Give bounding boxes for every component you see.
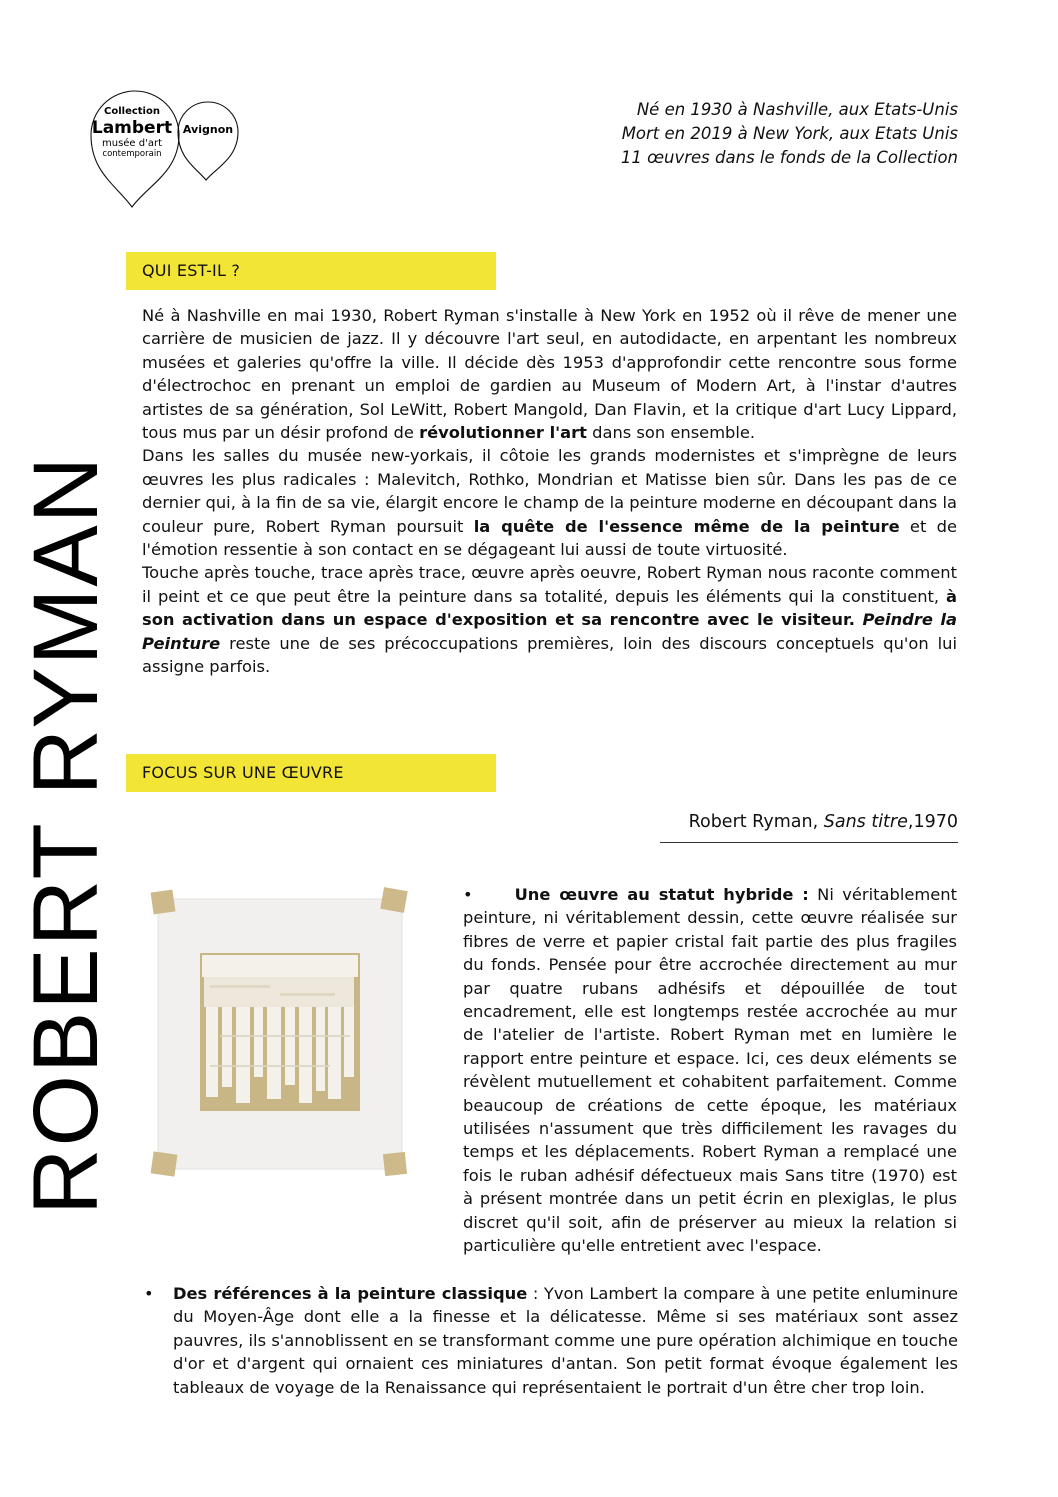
section-title-who: QUI EST-IL ? — [142, 261, 241, 280]
artwork-caption: Robert Ryman, Sans titre,1970 — [688, 812, 958, 832]
logo-text-contemporain: contemporain — [102, 149, 162, 159]
bio-paragraph-3: Touche après touche, trace après trace, œuvre après oeuvre, Robert Ryman nous raconte comment il peint et ce que peut être la peinture dans sa totalité, depuis les éléments qui la constituent, à son activation dans un espace d'exposition et sa rencontre avec le visiteur. Peindre la Peinture reste une de ses précoccupations premières, loin des discours conceptuels qu'on lui assigne parfois. — [142, 563, 957, 677]
works-count: 11 œuvres dans le fonds de la Collection — [620, 148, 958, 167]
bullet1-heading: Une œuvre au statut hybride : — [514, 885, 809, 904]
bullet2-text: : Yvon Lambert la compare à une petite enluminure du Moyen-Âge dont elle a la finesse et la délicatesse. Même si ses matériaux sont assez pauvres, ils s'annoblissent en se transformant comme une pure opération alchimique en touche d'or et d'argent qui ornaient ces miniatures d'antan. Son petit format évoque également les tableaux de voyage de la Renaissance qui représentaient le portrait d'un être cher trop loin. — [173, 1284, 958, 1397]
section-header-focus — [126, 754, 496, 792]
section-title-focus: FOCUS SUR UNE ŒUVRE — [142, 763, 344, 782]
artist-info — [621, 98, 958, 170]
birth-info: Né en 1930 à Nashville, aux Etats-Unis — [636, 100, 958, 119]
logo-text-musee: musée d'art — [101, 138, 163, 149]
bullet1-text: Ni véritablement peinture, ni véritablement dessin, cette œuvre réalisée sur fibres de verre et papier cristal fait partie des plus fragiles du fonds. Pensée pour être accrochée directement au mur par quatre rubans adhésifs et dépouillée de tout encadrement, elle est longtemps restée accrochée au mur de l'atelier de l'artiste. Robert Ryman met en lumière le rapport entre peinture et espace. Ici, ces deux eléments se révèlent mutuellement et cohabitent parfaitement. Comme beaucoup de créations de cette époque, les matériaux utilisées n'assument que très difficilement les ravages du temps et les déplacements. Robert Ryman a remplacé une fois le ruban adhésif défectueux mais Sans titre (1970) est à présent montrée dans un petit écrin en plexiglas, le plus discret qu'il soit, afin de préserver au mieux la relation si particulière qu'elle entretient avec l'espace. — [463, 885, 957, 1256]
biography — [142, 304, 957, 679]
section-header-who — [126, 252, 496, 290]
bio-paragraph-1: Né à Nashville en mai 1930, Robert Ryman s'installe à New York en 1952 où il rêve de mener une carrière de musicien de jazz. Il y découvre l'art seul, en autodidacte, en arpentant les nombreux musées et galeries qu'offre la ville. Il décide dès 1953 d'approfondir cette rencontre sous forme d'électrochoc en prenant un emploi de gardien au Museum of Modern Art, à l'instar d'autres artistes de sa génération, Sol LeWitt, Robert Mangold, Dan Flavin, et la critique d'art Lucy Lippard, tous mus par un désir profond de révolutionner l'art dans son ensemble. — [142, 306, 957, 443]
bullet-marker: • — [144, 1284, 154, 1303]
logo-text-collection: Collection — [104, 106, 160, 117]
caption-divider — [660, 842, 958, 843]
logo-text-avignon: Avignon — [182, 123, 234, 136]
bio-paragraph-2: Dans les salles du musée new-yorkais, il côtoie les grands modernistes et s'imprègne de leurs œuvres les plus radicales : Malevitch, Rothko, Mondrian et Matisse bien sûr. Dans les pas de ce dernier qui, à la fin de sa vie, élargit encore le champ de la peinture moderne en découpant dans la couleur pure, Robert Ryman poursuit la quête de l'essence même de la peinture et de l'émotion ressentie à son contact en se dégageant lui aussi de toute virtuosité. — [142, 446, 957, 560]
bullet2-heading: Des références à la peinture classique — [173, 1284, 528, 1303]
bullet-marker: • — [463, 885, 473, 904]
artwork-description — [463, 883, 957, 1258]
logo-pins-icon — [86, 80, 246, 210]
artwork-image — [150, 885, 410, 1185]
logo-text-lambert: Lambert — [91, 118, 173, 138]
collection-lambert-logo — [86, 80, 246, 210]
death-info: Mort en 2019 à New York, aux Etats Unis — [621, 124, 958, 143]
artist-name-vertical: ROBERT RYMAN — [15, 454, 117, 1215]
artwork-illustration — [150, 885, 410, 1185]
